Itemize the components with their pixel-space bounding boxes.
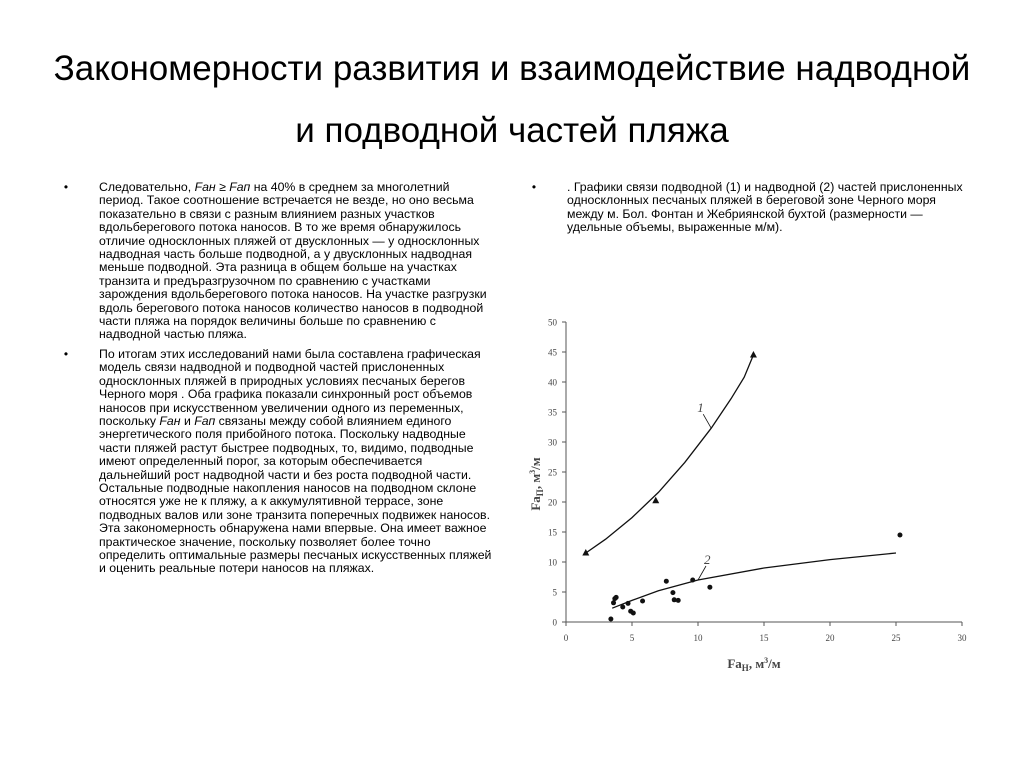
bullet-paragraph-1 [60, 181, 494, 342]
x-tick-label: 20 [825, 633, 835, 643]
series-2-point [690, 578, 695, 583]
series-2-point [631, 611, 636, 616]
series-2-point [670, 590, 675, 595]
series-2-label: 2 [704, 552, 711, 567]
title-line-2: и подводной частей пляжа [295, 111, 729, 150]
title-line-1: Закономерности развития и взаимодействие надводной [53, 49, 971, 88]
y-tick-label: 0 [552, 617, 557, 628]
bullet-marker: • [63, 180, 69, 194]
y-tick-label: 50 [548, 317, 557, 328]
y-tick-label: 15 [548, 527, 557, 538]
p2-text-2: и [180, 413, 195, 428]
right-column [528, 181, 968, 241]
x-tick-label: 15 [759, 633, 769, 643]
bullet-paragraph-2 [60, 348, 494, 576]
x-axis-title: $Fa_H$, $м^3/м$ [727, 656, 781, 673]
y-tick-label: 35 [548, 407, 557, 418]
series-2-point [614, 595, 619, 600]
series-1-point [750, 351, 757, 358]
y-tick-label: 20 [548, 497, 557, 508]
y-tick-label: 10 [548, 557, 557, 568]
x-tick-label: 0 [563, 633, 569, 643]
series-2-curve [612, 553, 896, 608]
series-2-point [664, 579, 669, 584]
p2-fan: Fан [159, 413, 181, 428]
series-2-point [897, 533, 902, 538]
p1-text-3: на 40% в среднем за многолетний период. Такое соотношение встречается не везде, но оно весьма показательно в связи с разным влиянием разных участков вдольберегового потока наносов. В то же время обнаружилось отличие односклонных пляжей от двусклонных — у односклонных надводная часть больше подводной, а у двусклонных надводная меньше подводной. Эта разница в общем больше на участках транзита и предъразгрузочном по сравнению с участками зарождения вдольберегового потока наносов. На участке разгрузки вдоль берегового потока наносов количество наносов в подводной части пляжа на порядок величины больше по сравнению с надводной частью пляжа. [99, 180, 487, 342]
x-tick-label: 5 [629, 633, 635, 643]
series-1-curve [586, 355, 754, 553]
series-1-label: 1 [697, 400, 704, 416]
left-column [60, 181, 494, 582]
p2-text-3: связаны между собой влиянием единого энергетического поля прибойного потока. Поскольку надводные части пляжей растут быстрее подводных, то, видимо, подводные имеют определенный порог, за которым обеспечивается дальнейший рост надводной части и без роста подводной части. Остальные подводные накопления наносов на подводном склоне относятся уже не к пляжу, а к аккумулятивной террасе, зоне подводных валов или зоне транзита поперечных подвижек наносов. Эта закономерность обнаружена нами впервые. Она имеет важное практическое значение, поскольку позволяет более точно определить оптимальные размеры песчаных искусственных пляжей и оценить реальные потери наносов на пляжах. [99, 413, 492, 576]
caption-text: . Графики связи подводной (1) и надводной (2) частей прислоненных односклонных песчаных пляжей в береговой зоне Черного моря между м. Бол. Фонтан и Жебриянской бухтой (размерности — удельные объемы, выраженные м/м). [567, 180, 963, 235]
series-2-point [620, 605, 625, 610]
right-bullet-list [528, 181, 968, 235]
series-2-point [626, 601, 631, 606]
x-tick-label: 25 [891, 633, 901, 643]
series-2-point [608, 617, 613, 622]
bullet-marker: • [531, 180, 537, 194]
y-tick-label: 45 [548, 347, 557, 358]
p2-text-1: По итогам этих исследований нами была составлена графическая модель связи надводной и подводной частей прислоненных односклонных пляжей в природных условиях песчаных берегов Черного моря . Оба графика показали синхронный рост объемов наносов при искусственном увеличении одного из переменных, поскольку [99, 346, 481, 428]
p1-fan: Fан [194, 180, 216, 194]
p2-fap: Fап [194, 413, 216, 428]
x-tick-label: 10 [693, 633, 703, 643]
x-tick-label: 30 [957, 633, 967, 643]
bullet-marker: • [63, 346, 69, 361]
p1-text-1: Следовательно, [99, 180, 195, 194]
figure-caption [528, 181, 968, 235]
chart-svg [520, 306, 980, 686]
y-tick-label: 40 [548, 377, 557, 388]
y-tick-label: 5 [552, 587, 557, 598]
series-1-point [582, 549, 589, 556]
series-2-point [676, 598, 681, 603]
y-axis-title: $Fa_П$, $м^3/м$ [528, 457, 545, 511]
y-tick-label: 25 [548, 467, 557, 478]
p1-text-2: ≥ [215, 180, 230, 194]
series-2-point [640, 599, 645, 604]
series-2-point [707, 585, 712, 590]
p1-fap: Fап [229, 180, 251, 194]
figure-chart [520, 306, 980, 686]
series-2-leader [698, 566, 706, 580]
series-1-leader [703, 414, 711, 428]
left-bullet-list [60, 181, 494, 576]
y-tick-label: 30 [548, 437, 557, 448]
slide-title [40, 38, 984, 162]
